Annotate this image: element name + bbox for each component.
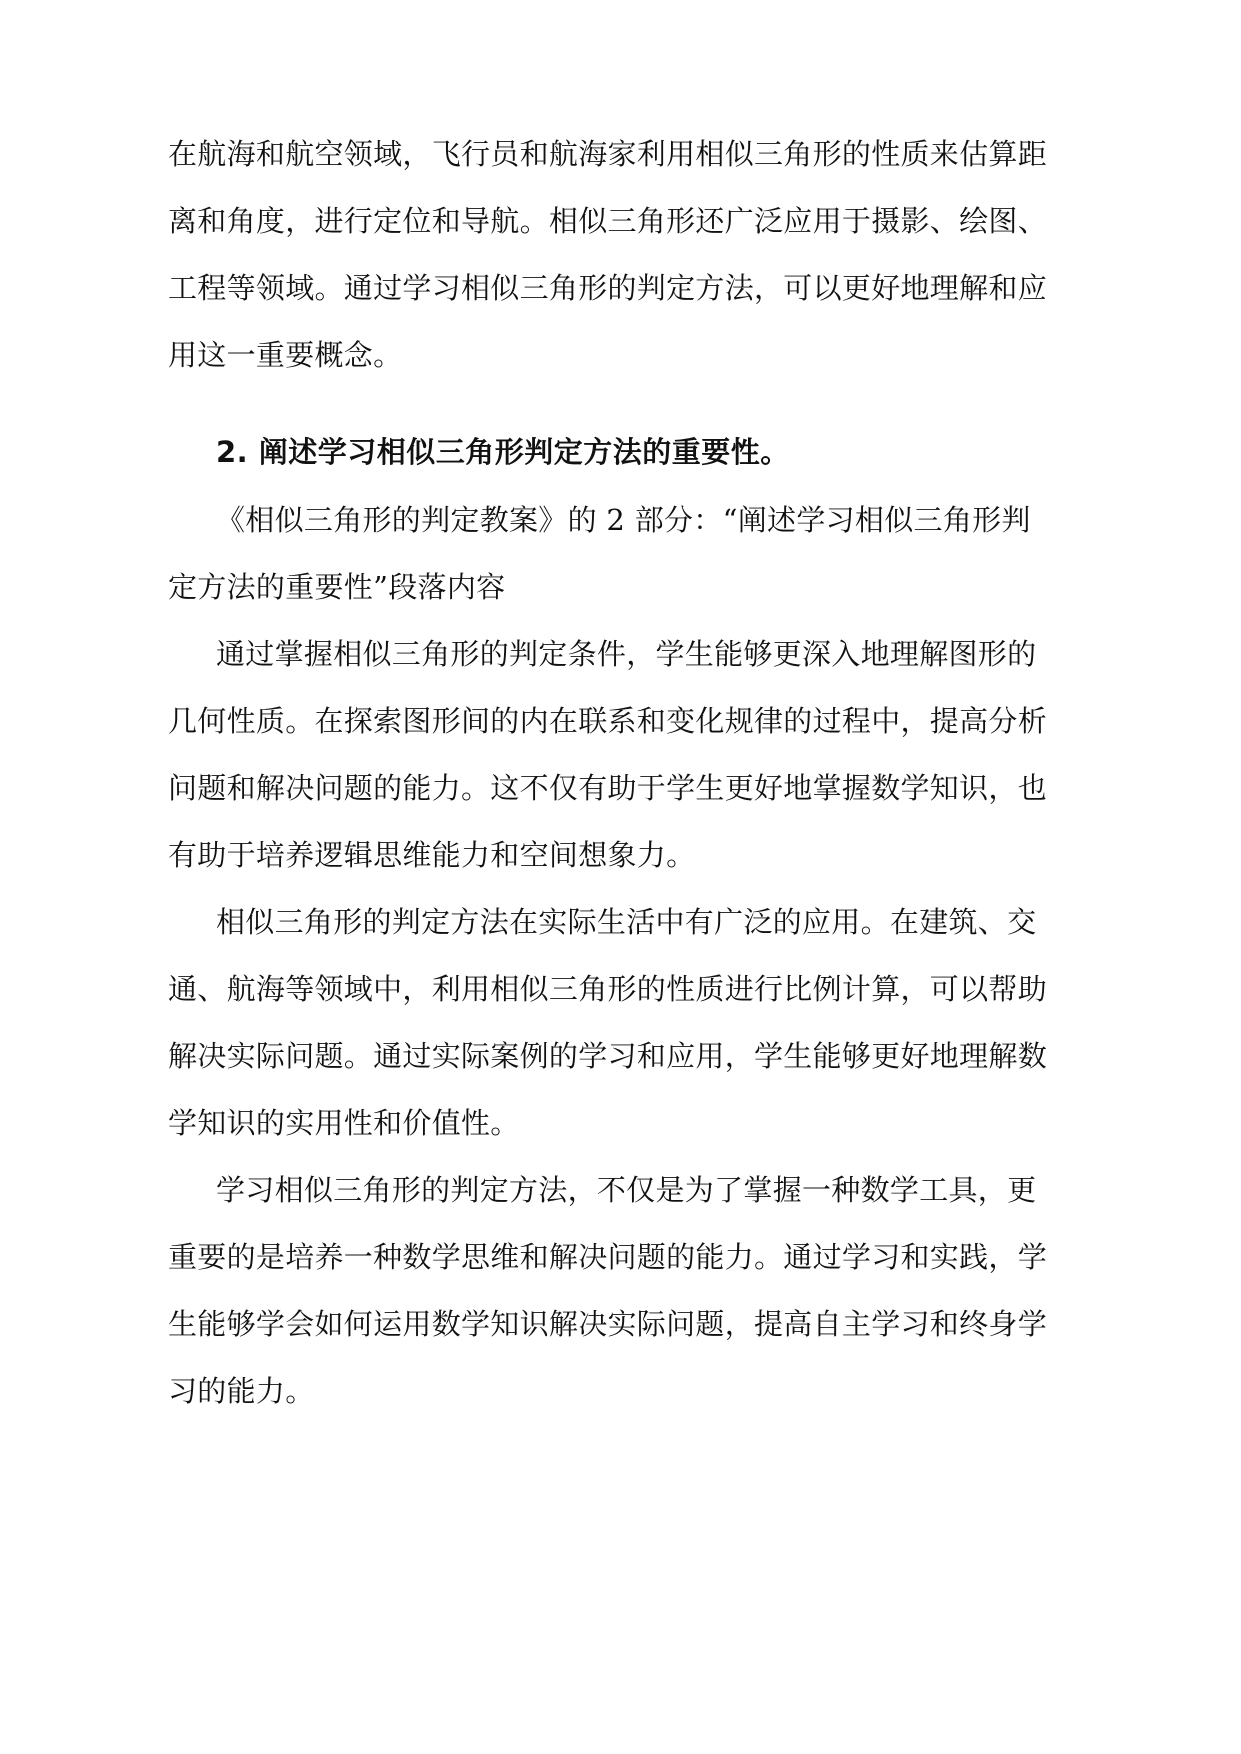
paragraph-line: 学知识的实用性和价值性。	[168, 1106, 520, 1140]
paragraph-line: 学习相似三角形的判定方法，不仅是为了掌握一种数学工具，更	[216, 1173, 1037, 1207]
paragraph-line: 生能够学会如何运用数学知识解决实际问题，提高自主学习和终身学	[168, 1307, 1048, 1341]
paragraph-line: 相似三角形的判定方法在实际生活中有广泛的应用。在建筑、交	[216, 905, 1037, 939]
paragraph-line: 工程等领域。通过学习相似三角形的判定方法，可以更好地理解和应	[168, 271, 1048, 305]
paragraph-line: 有助于培养逻辑思维能力和空间想象力。	[168, 838, 696, 872]
paragraph-line: 在航海和航空领域，飞行员和航海家利用相似三角形的性质来估算距	[168, 137, 1048, 171]
paragraph-line: 问题和解决问题的能力。这不仅有助于学生更好地掌握数学知识，也	[168, 771, 1048, 805]
paragraph-line: 定方法的重要性”段落内容	[168, 570, 506, 604]
paragraph-line: 通过掌握相似三角形的判定条件，学生能够更深入地理解图形的	[216, 637, 1037, 671]
paragraph-line: 几何性质。在探索图形间的内在联系和变化规律的过程中，提高分析	[168, 704, 1048, 738]
paragraph-line: 《相似三角形的判定教案》的 2 部分：“阐述学习相似三角形判	[216, 503, 1031, 537]
paragraph-line: 习的能力。	[168, 1374, 315, 1408]
paragraph-line: 用这一重要概念。	[168, 338, 403, 372]
paragraph-line: 通、航海等领域中，利用相似三角形的性质进行比例计算，可以帮助	[168, 972, 1048, 1006]
paragraph-line: 重要的是培养一种数学思维和解决问题的能力。通过学习和实践，学	[168, 1240, 1048, 1274]
paragraph-line: 解决实际问题。通过实际案例的学习和应用，学生能够更好地理解数	[168, 1039, 1048, 1073]
section-heading: 2. 阐述学习相似三角形判定方法的重要性。	[216, 435, 790, 469]
paragraph-line: 离和角度，进行定位和导航。相似三角形还广泛应用于摄影、绘图、	[168, 204, 1048, 238]
